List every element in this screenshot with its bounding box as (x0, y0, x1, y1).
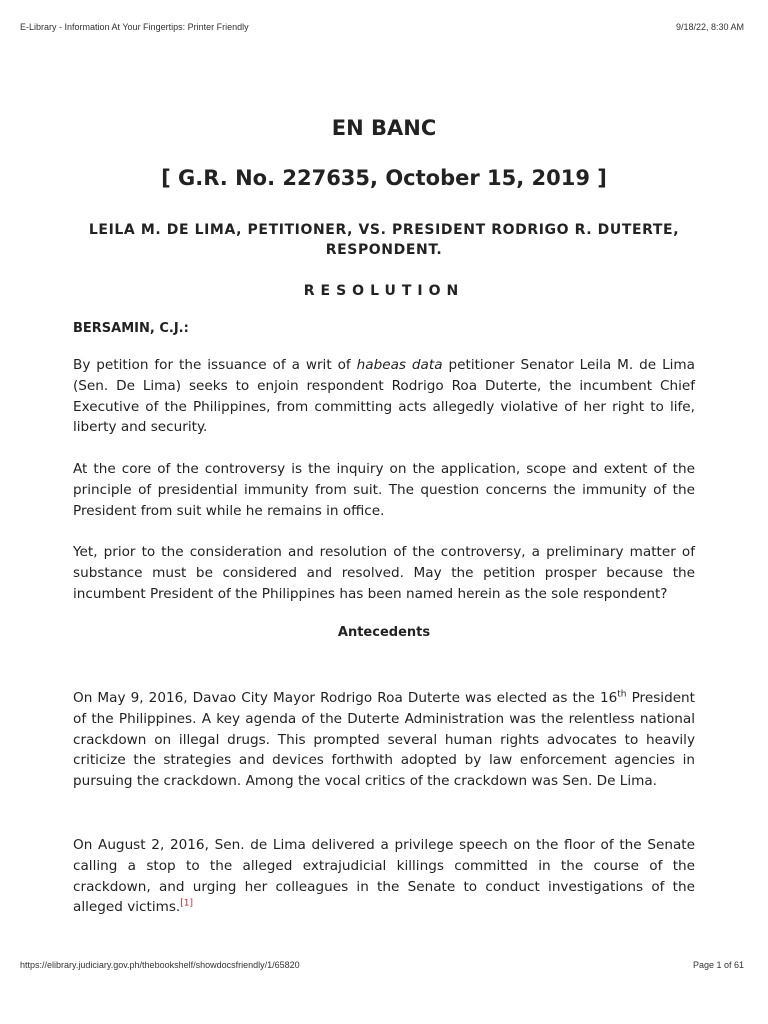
print-header (20, 22, 744, 32)
paragraph-5 (73, 835, 695, 918)
ordinal-suffix: th (617, 689, 627, 700)
habeas-data-term: habeas data (356, 357, 443, 373)
paragraph-5-text: On August 2, 2016, Sen. de Lima delivered a privilege speech on the floor of the Senate calling a stop to the alleged extrajudicial killings committed in the course of the crackdown, and urging her colleagues in the Senate to conduct investigations of the alleged victims. (73, 837, 695, 916)
paragraph-4-part-a: On May 9, 2016, Davao City Mayor Rodrigo Roa Duterte was elected as the 16 (73, 690, 618, 706)
print-footer (20, 960, 744, 970)
paragraph-2: At the core of the controversy is the inquiry on the application, scope and extent of the principle of presidential immunity from suit. The question concerns the immunity of the President from suit while he remains in office. (73, 461, 695, 519)
paragraph-4 (73, 688, 695, 792)
paragraph-1 (73, 355, 695, 438)
print-header-datetime: 9/18/22, 8:30 AM (675, 22, 744, 32)
ponente: BERSAMIN, C.J.: (73, 321, 189, 336)
paragraph-4-part-b: President of the Philippines. A key agenda of the Duterte Administration was the relentless national crackdown on illegal drugs. This prompted several human rights advocates to heavily criticize the strategies and devices forthwith adopted by law enforcement agencies in pursuing the crackdown. Among the vocal critics of the crackdown was Sen. De Lima. (73, 690, 696, 790)
paragraph-1-part-b: petitioner Senator Leila M. de Lima (Sen. De Lima) seeks to enjoin respondent Rodrigo Roa Duterte, the incumbent Chief Executive of the Philippines, from committing acts allegedly violative of her right to life, liberty and security. (73, 357, 695, 436)
print-header-title: E-Library - Information At Your Fingertips: Printer Friendly (20, 22, 249, 32)
footnote-link[interactable]: [1] (180, 898, 193, 909)
paragraph-1-part-a: By petition for the issuance of a writ of (73, 357, 357, 373)
section-heading-antecedents: Antecedents (337, 625, 431, 640)
print-footer-url: https://elibrary.judiciary.gov.ph/thebookshelf/showdocsfriendly/1/65820 (20, 960, 300, 970)
parties-heading: LEILA M. DE LIMA, PETITIONER, VS. PRESIDENT RODRIGO R. DUTERTE, RESPONDENT. (88, 222, 680, 258)
document-type-heading: RESOLUTION (303, 283, 465, 299)
division-heading: EN BANC (331, 116, 437, 140)
paragraph-3: Yet, prior to the consideration and resolution of the controversy, a preliminary matter of substance must be considered and resolved. May the petition prosper because the incumbent President of the Philippines has been named herein as the sole respondent? (73, 544, 695, 602)
page-number: Page 1 of 61 (692, 960, 744, 970)
case-number-heading: [ G.R. No. 227635, October 15, 2019 ] (161, 166, 607, 190)
